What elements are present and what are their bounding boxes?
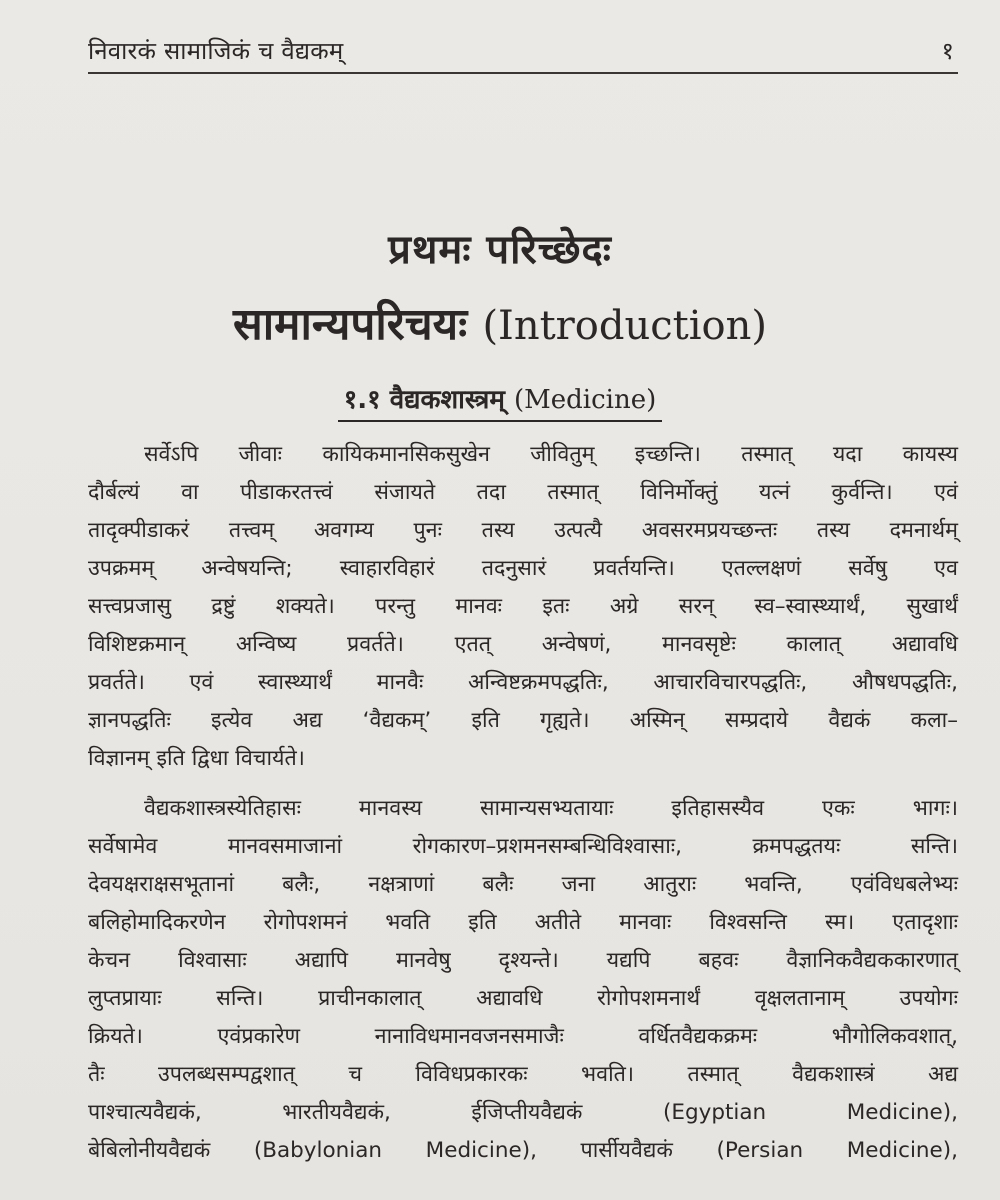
text-line: केचन विश्वासाः अद्यापि मानवेषु दृश्यन्ते। यद्यपि बहवः वैज्ञानिकवैद्यककारणात् xyxy=(88,948,958,973)
text-line: देवयक्षराक्षसभूतानां बलैः, नक्षत्राणां बलैः जना आतुराः भवन्ति, एवंविधबलेभ्यः xyxy=(88,872,958,897)
text-line: उपक्रमम् अन्वेषयन्ति; स्वाहारविहारं तदनुसारं प्रवर्तयन्ति। एतल्लक्षणं सर्वेषु एव xyxy=(88,556,958,581)
text-line: सर्वेऽपि जीवाः कायिकमानसिकसुखेन जीवितुम् इच्छन्ति। तस्मात् यदा कायस्य xyxy=(144,442,958,467)
text-line: क्रियते। एवंप्रकारेण नानाविधमानवजनसमाजैः वर्धितवैद्यकक्रमः भौगोलिकवशात्, xyxy=(88,1024,958,1049)
text-line: बलिहोमादिकरणेन रोगोपशमनं भवति इति अतीते मानवाः विश्वसन्ति स्म। एतादृशाः xyxy=(88,910,958,935)
text-line: सत्त्वप्रजासु द्रष्टुं शक्यते। परन्तु मानवः इतः अग्रे सरन् स्व–स्वास्थ्यार्थं, सुखार्थं xyxy=(88,594,958,619)
text-line: वैद्यकशास्त्रस्येतिहासः मानवस्य सामान्यसभ्यतायाः इतिहासस्यैव एकः भागः। xyxy=(144,796,958,821)
running-title: निवारकं सामाजिकं च वैद्यकम् xyxy=(88,37,344,65)
text-line: तैः उपलब्धसम्पद्वशात् च विविधप्रकारकः भवति। तस्मात् वैद्यकशास्त्रं अद्य xyxy=(88,1062,958,1087)
text-line: बेबिलोनीयवैद्यकं (Babylonian Medicine), पार्सीयवैद्यकं (Persian Medicine), xyxy=(88,1138,958,1163)
chapter-title-sanskrit: सामान्यपरिचयः xyxy=(233,299,468,350)
paragraph-2 xyxy=(88,790,958,1170)
section-heading-underlined xyxy=(338,380,663,422)
chapter-heading: प्रथमः परिच्छेदः xyxy=(388,227,612,273)
section-heading xyxy=(0,380,1000,422)
running-header xyxy=(88,30,958,70)
text-line: पाश्चात्यवैद्यकं, भारतीयवैद्यकं, ईजिप्तीयवैद्यकं (Egyptian Medicine), xyxy=(88,1100,958,1125)
text-line: दौर्बल्यं वा पीडाकरतत्त्वं संजायते तदा तस्मात् विनिर्मोक्तुं यत्नं कुर्वन्ति। एवं xyxy=(88,480,958,505)
paragraph-1 xyxy=(88,436,958,778)
page-number: १ xyxy=(941,37,954,65)
text-line: ज्ञानपद्धतिः इत्येव अद्य ‘वैद्यकम्’ इति गृह्यते। अस्मिन् सम्प्रदाये वैद्यकं कला– xyxy=(88,708,958,733)
text-line: विज्ञानम् इति द्विधा विचार्यते। xyxy=(88,746,305,771)
text-line: तादृक्पीडाकरं तत्त्वम् अवगम्य पुनः तस्य उत्पत्यै अवसरमप्रयच्छन्तः तस्य दमनार्थम् xyxy=(88,518,958,543)
text-line: सर्वेषामेव मानवसमाजानां रोगकारण–प्रशमनसम्बन्धिविश्वासाः, क्रमपद्धतयः सन्ति। xyxy=(88,834,958,859)
section-title-english: (Medicine) xyxy=(514,385,657,415)
section-number: १.१ xyxy=(343,385,381,415)
text-line: विशिष्टक्रमान् अन्विष्य प्रवर्तते। एतत् अन्वेषणं, मानवसृष्टेः कालात् अद्यावधि xyxy=(88,632,958,657)
chapter-title-english: (Introduction) xyxy=(482,303,767,349)
chapter-title xyxy=(0,292,1000,352)
text-line: प्रवर्तते। एवं स्वास्थ्यार्थं मानवैः अन्विष्टक्रमपद्धतिः, आचारविचारपद्धतिः, औषधपद्धतिः, xyxy=(88,670,958,695)
text-line: लुप्तप्रायाः सन्ति। प्राचीनकालात् अद्यावधि रोगोपशमनार्थं वृक्षलतानाम् उपयोगः xyxy=(88,986,958,1011)
section-title: वैद्यकशास्त्रम् xyxy=(389,385,505,415)
header-rule xyxy=(88,72,958,74)
